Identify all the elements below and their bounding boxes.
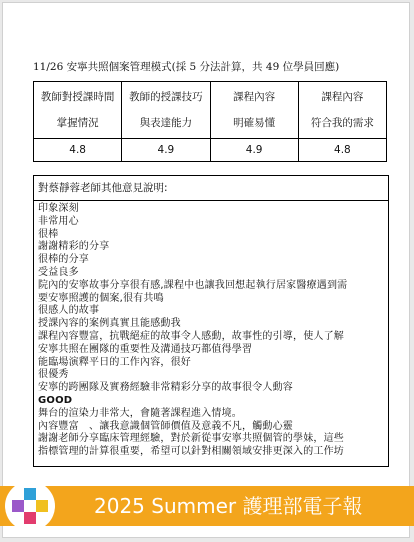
- survey-heading: 11/26 安寧共照個案管理模式(採 5 分法計算，共 49 位學員回應): [33, 61, 340, 73]
- header-line: 與表達能力: [139, 117, 193, 129]
- column-header-time-control: [34, 82, 122, 139]
- header-line: 明確易懂: [233, 117, 276, 129]
- document-page: [2, 2, 410, 538]
- comment-line: 安寧的跨團隊及實務經驗非常精彩分享的故事很令人動容: [38, 382, 293, 394]
- comment-line: 很棒的分享: [38, 254, 89, 266]
- comment-line: 課程內容豐富，抗戰絕症的故事令人感動，故事性的引導，使人了解: [38, 330, 344, 342]
- comment-line: 授課內容的案例真實且能感動我: [38, 318, 181, 330]
- comment-line: GOOD: [38, 394, 73, 406]
- header-line: 課程內容: [321, 91, 364, 103]
- header-line: 課程內容: [233, 91, 276, 103]
- column-header-content-clarity: [210, 82, 298, 139]
- score-value: 4.9: [122, 139, 210, 162]
- comment-line: 很優秀: [38, 369, 69, 381]
- newsletter-banner-title: 2025 Summer 護理部電子報: [94, 494, 363, 518]
- score-value: 4.8: [298, 139, 386, 162]
- comment-line: 很感人的故事: [38, 305, 100, 317]
- column-header-content-relevance: [298, 82, 386, 139]
- comments-list: [34, 201, 388, 459]
- comments-title: 對蔡靜蓉老師其他意見說明:: [34, 176, 388, 201]
- header-line: 掌握情況: [56, 117, 99, 129]
- header-line: 教師的授課技巧: [129, 91, 203, 103]
- score-value: 4.9: [210, 139, 298, 162]
- comment-line: 能臨場演釋平日的工作內容，很好: [38, 356, 191, 368]
- medical-cross-logo-icon: [4, 480, 56, 532]
- comment-line: 很棒: [38, 228, 59, 240]
- score-table-header-row: [34, 82, 387, 139]
- comment-line: 謝謝老師分享臨床管理經驗，對於新從事安寧共照個管的學妹，這些: [38, 433, 344, 445]
- comment-line: 要安寧照護的個案,很有共鳴: [38, 292, 164, 304]
- column-header-teaching-skill: [122, 82, 210, 139]
- score-table-value-row: [34, 139, 387, 162]
- comments-box: [33, 175, 389, 467]
- score-table: [33, 81, 387, 162]
- comment-line: 指標管理的計算很重要，希望可以針對相關領域安排更深入的工作坊: [38, 446, 344, 458]
- header-line: 符合我的需求: [310, 117, 374, 129]
- comment-line: 院內的安寧故事分享很有感,課程中也讓我回想起執行居家醫療遇到需: [38, 279, 348, 291]
- comment-line: 受益良多: [38, 266, 79, 278]
- comment-line: 舞台的渲染力非常大，會隨著課程進入情境。: [38, 407, 242, 419]
- comment-line: 非常用心: [38, 215, 79, 227]
- header-line: 教師對授課時間: [40, 91, 115, 103]
- comment-line: 內容豐富 、讓我意識個管師價值及意義不凡，觸動心靈: [38, 420, 293, 432]
- comment-line: 印象深刻: [38, 203, 79, 214]
- score-value: 4.8: [34, 139, 122, 162]
- comment-line: 安寧共照在團隊的重要性及溝通技巧都值得學習: [38, 343, 253, 355]
- comment-line: 謝謝精彩的分享: [38, 241, 110, 253]
